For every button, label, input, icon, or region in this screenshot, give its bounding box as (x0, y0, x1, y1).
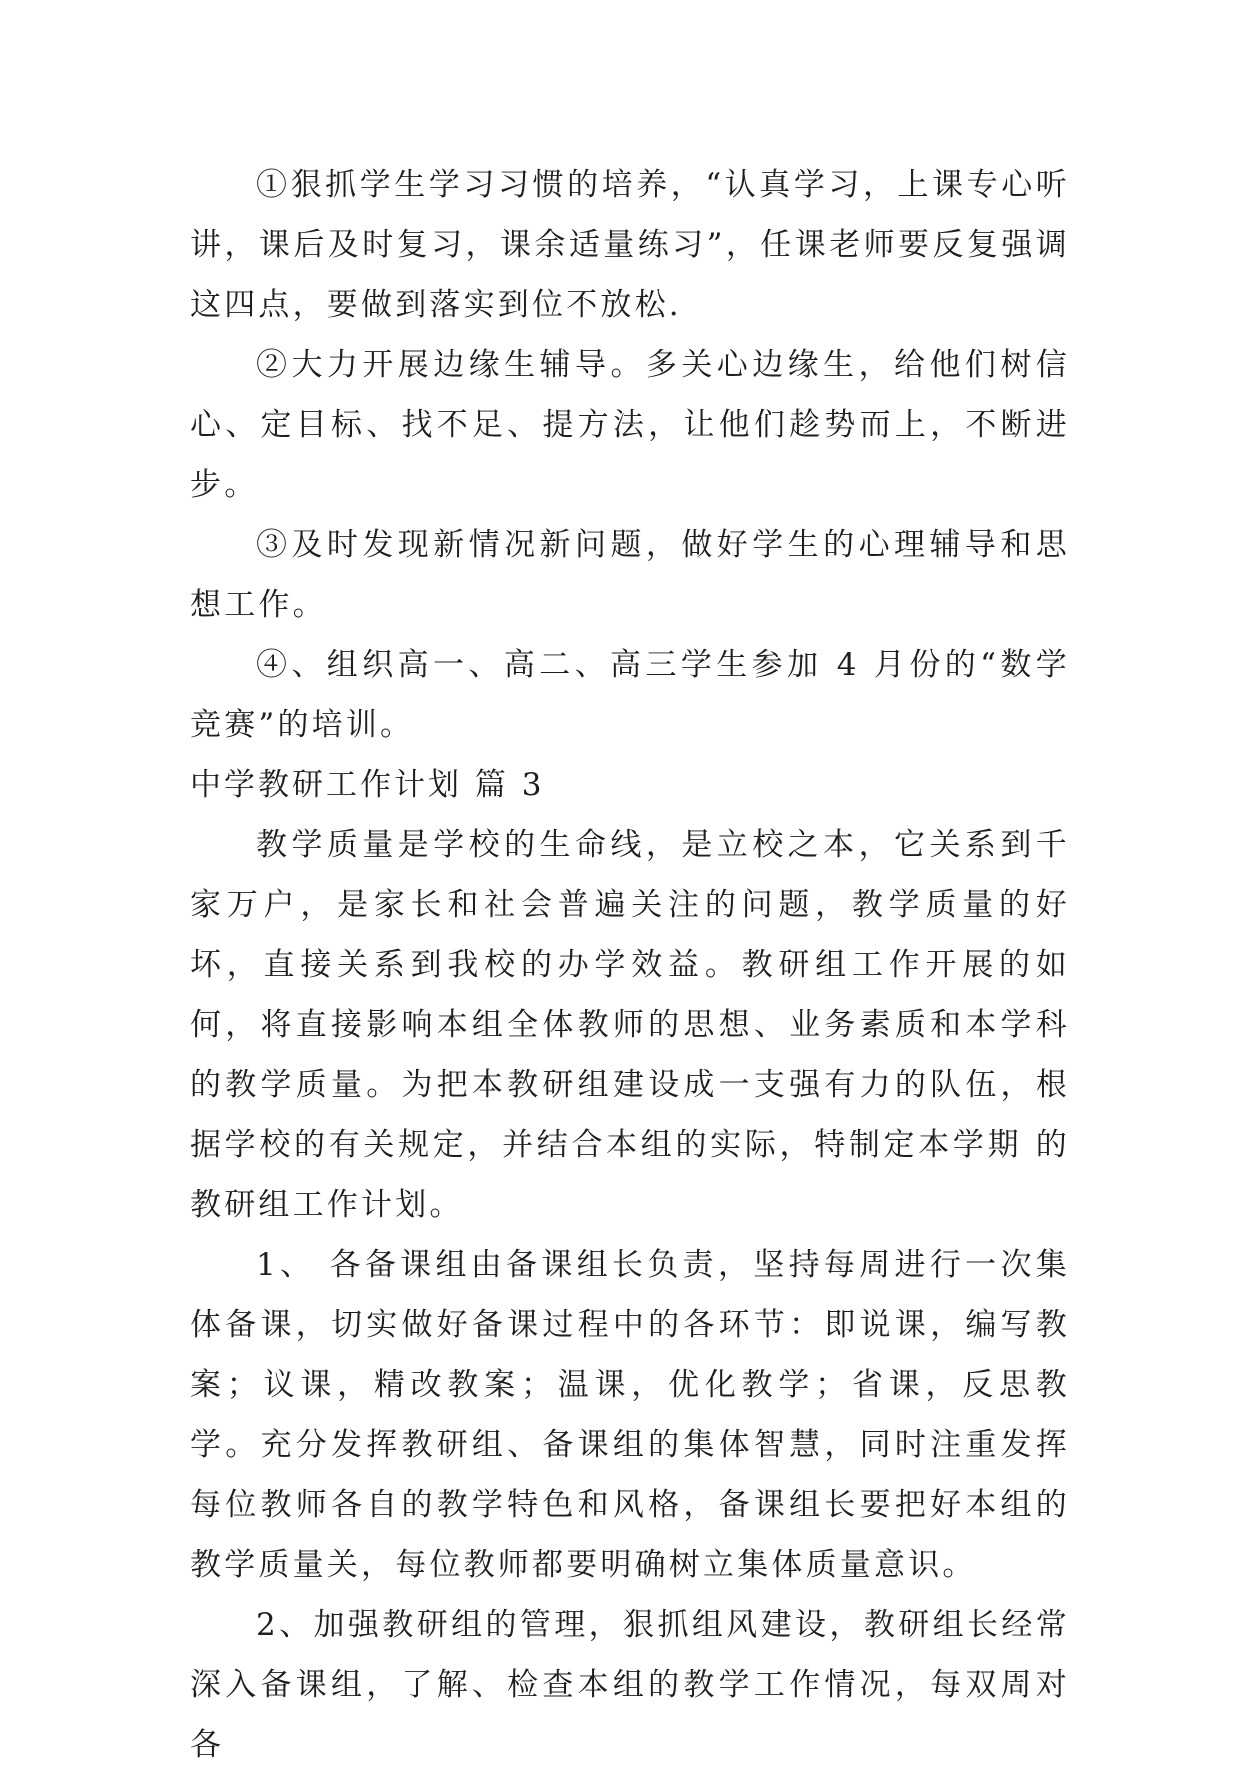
paragraph-group-management: 2、加强教研组的管理，狠抓组风建设，教研组长经常深入备课组，了解、检查本组的教学工作情况，每双周对各 (190, 1607, 1070, 1763)
section-heading: 中学教研工作计划 篇 3 (190, 767, 545, 803)
paragraph-teaching-quality: 教学质量是学校的生命线，是立校之本，它关系到千家万户，是家长和社会普遍关注的问题，教学质量的好坏，直接关系到我校的办学效益。教研组工作开展的如何，将直接影响本组全体教师的思想、业务素质和本学科的教学质量。为把本教研组建设成一支强有力的队伍，根据学校的有关规定，并结合本组的实际，特制定本学期 的教研组工作计划。 (190, 827, 1070, 1223)
paragraph-new-issues: ③及时发现新情况新问题，做好学生的心理辅导和思想工作。 (190, 527, 1070, 623)
paragraph-habits: ①狠抓学生学习习惯的培养，“认真学习，上课专心听讲，课后及时复习，课余适量练习”，任课老师要反复强调这四点，要做到落实到位不放松. (190, 167, 1070, 323)
paragraph-math-competition: ④、组织高一、高二、高三学生参加 4 月份的“数学竞赛”的培训。 (190, 647, 1070, 743)
document-body (190, 155, 1070, 1775)
paragraph-lesson-prep: 1、 各备课组由备课组长负责，坚持每周进行一次集体备课，切实做好备课过程中的各环节：即说课，编写教案；议课，精改教案；温课，优化教学；省课，反思教学。充分发挥教研组、备课组的集体智慧，同时注重发挥每位教师各自的教学特色和风格，备课组长要把好本组的教学质量关，每位教师都要明确树立集体质量意识。 (190, 1247, 1070, 1583)
paragraph-marginal-students: ②大力开展边缘生辅导。多关心边缘生，给他们树信心、定目标、找不足、提方法，让他们趁势而上，不断进步。 (190, 347, 1070, 503)
